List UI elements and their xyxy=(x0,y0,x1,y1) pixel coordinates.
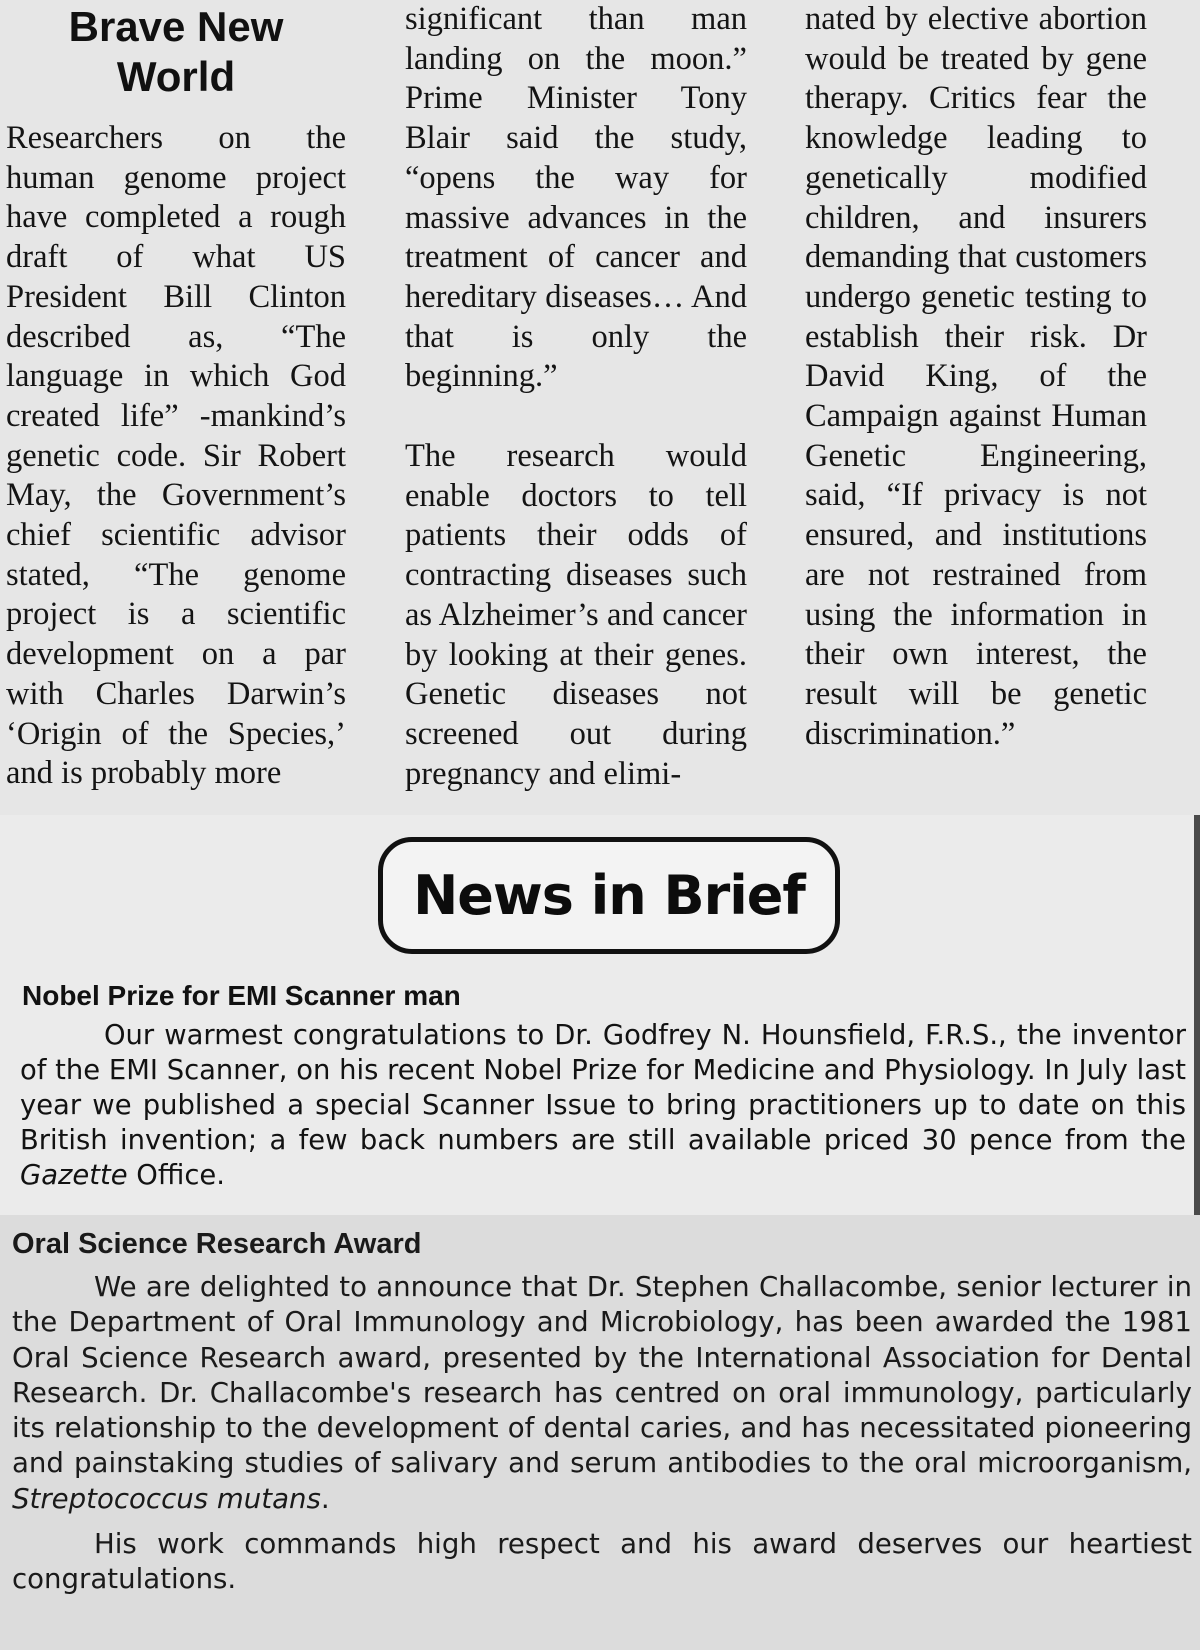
article-column-2 xyxy=(405,0,747,794)
article-column-3 xyxy=(805,0,1147,754)
column-rule xyxy=(1194,815,1200,1215)
column-2-paragraph-1: significant than man landing on the moon.” Prime Minister Tony Blair said the study, “opens the way for massive advances in the treatment of cancer and hereditary diseases… And that is only the beginning.” xyxy=(405,1,747,395)
article-headline xyxy=(6,2,346,102)
news-in-brief-section xyxy=(0,815,1200,1215)
award-text-1: We are delighted to announce that Dr. Stephen Challacombe, senior lecturer in the Department of Oral Immunology and Microbiology, has been awarded the 1981 Oral Science Research award, presented by the International Association for Dental Research. Dr. Challacombe's research has centred on oral immunology, particularly its relationship to the development of dental caries, and has necessitated pioneering and painstaking studies of salivary and serum antibodies to the oral microorganism, xyxy=(12,1270,1192,1480)
news-in-brief-banner xyxy=(378,837,840,954)
banner-title: News in Brief xyxy=(413,864,805,927)
award-italic: Streptococcus mutans xyxy=(12,1481,321,1515)
column-3-paragraph: nated by elective abortion would be treated by gene therapy. Critics fear the knowledge leading to genetically modified children, and insurers demanding that customers undergo genetic testing to establish their risk. Dr David King, of the Campaign against Human Genetic Engineering, said, “If privacy is not ensured, and institutions are not restrained from using the information in their own interest, the result will be genetic discrimination.” xyxy=(805,1,1147,752)
news-body-italic: Gazette xyxy=(20,1160,128,1191)
news-body-text-2: Office. xyxy=(127,1160,225,1191)
award-paragraph-1 xyxy=(12,1269,1192,1516)
award-text-2: . xyxy=(320,1481,330,1515)
headline-line-2: World xyxy=(116,53,236,100)
award-body xyxy=(12,1269,1192,1597)
article-column-1 xyxy=(6,2,346,794)
oral-science-award-section xyxy=(0,1215,1200,1650)
news-item-title: Nobel Prize for EMI Scanner man xyxy=(22,980,461,1011)
column-1-paragraph: Researchers on the human genome project have completed a rough draft of what US President Bill Clinton described as, “The language in which God created life” -mankind’s genetic code. Sir Robert May, the Government’s chief scientific advisor stated, “The genome project is a scientific development on a par with Charles Darwin’s ‘Origin of the Species,’ and is probably more xyxy=(6,120,346,792)
column-2-paragraph-2: The research would enable doctors to tell patients their odds of contracting diseases such as Alzheimer’s and cancer by looking at their genes. Genetic diseases not screened out during pregnancy and elimi- xyxy=(405,438,747,792)
news-body-text-1: Our warmest congratulations to Dr. Godfrey N. Hounsfield, F.R.S., the inventor of the EMI Scanner, on his recent Nobel Prize for Medicine and Physiology. In July last year we published a special Scanner Issue to bring practitioners up to date on this British invention; a few back numbers are still available priced 30 pence from the xyxy=(20,1020,1186,1156)
news-item-body xyxy=(20,1018,1186,1193)
award-paragraph-2: His work commands high respect and his award deserves our heartiest congratulations. xyxy=(12,1527,1192,1596)
headline-line-1: Brave New xyxy=(68,3,284,50)
award-title: Oral Science Research Award xyxy=(12,1228,422,1260)
brave-new-world-article xyxy=(0,0,1200,815)
